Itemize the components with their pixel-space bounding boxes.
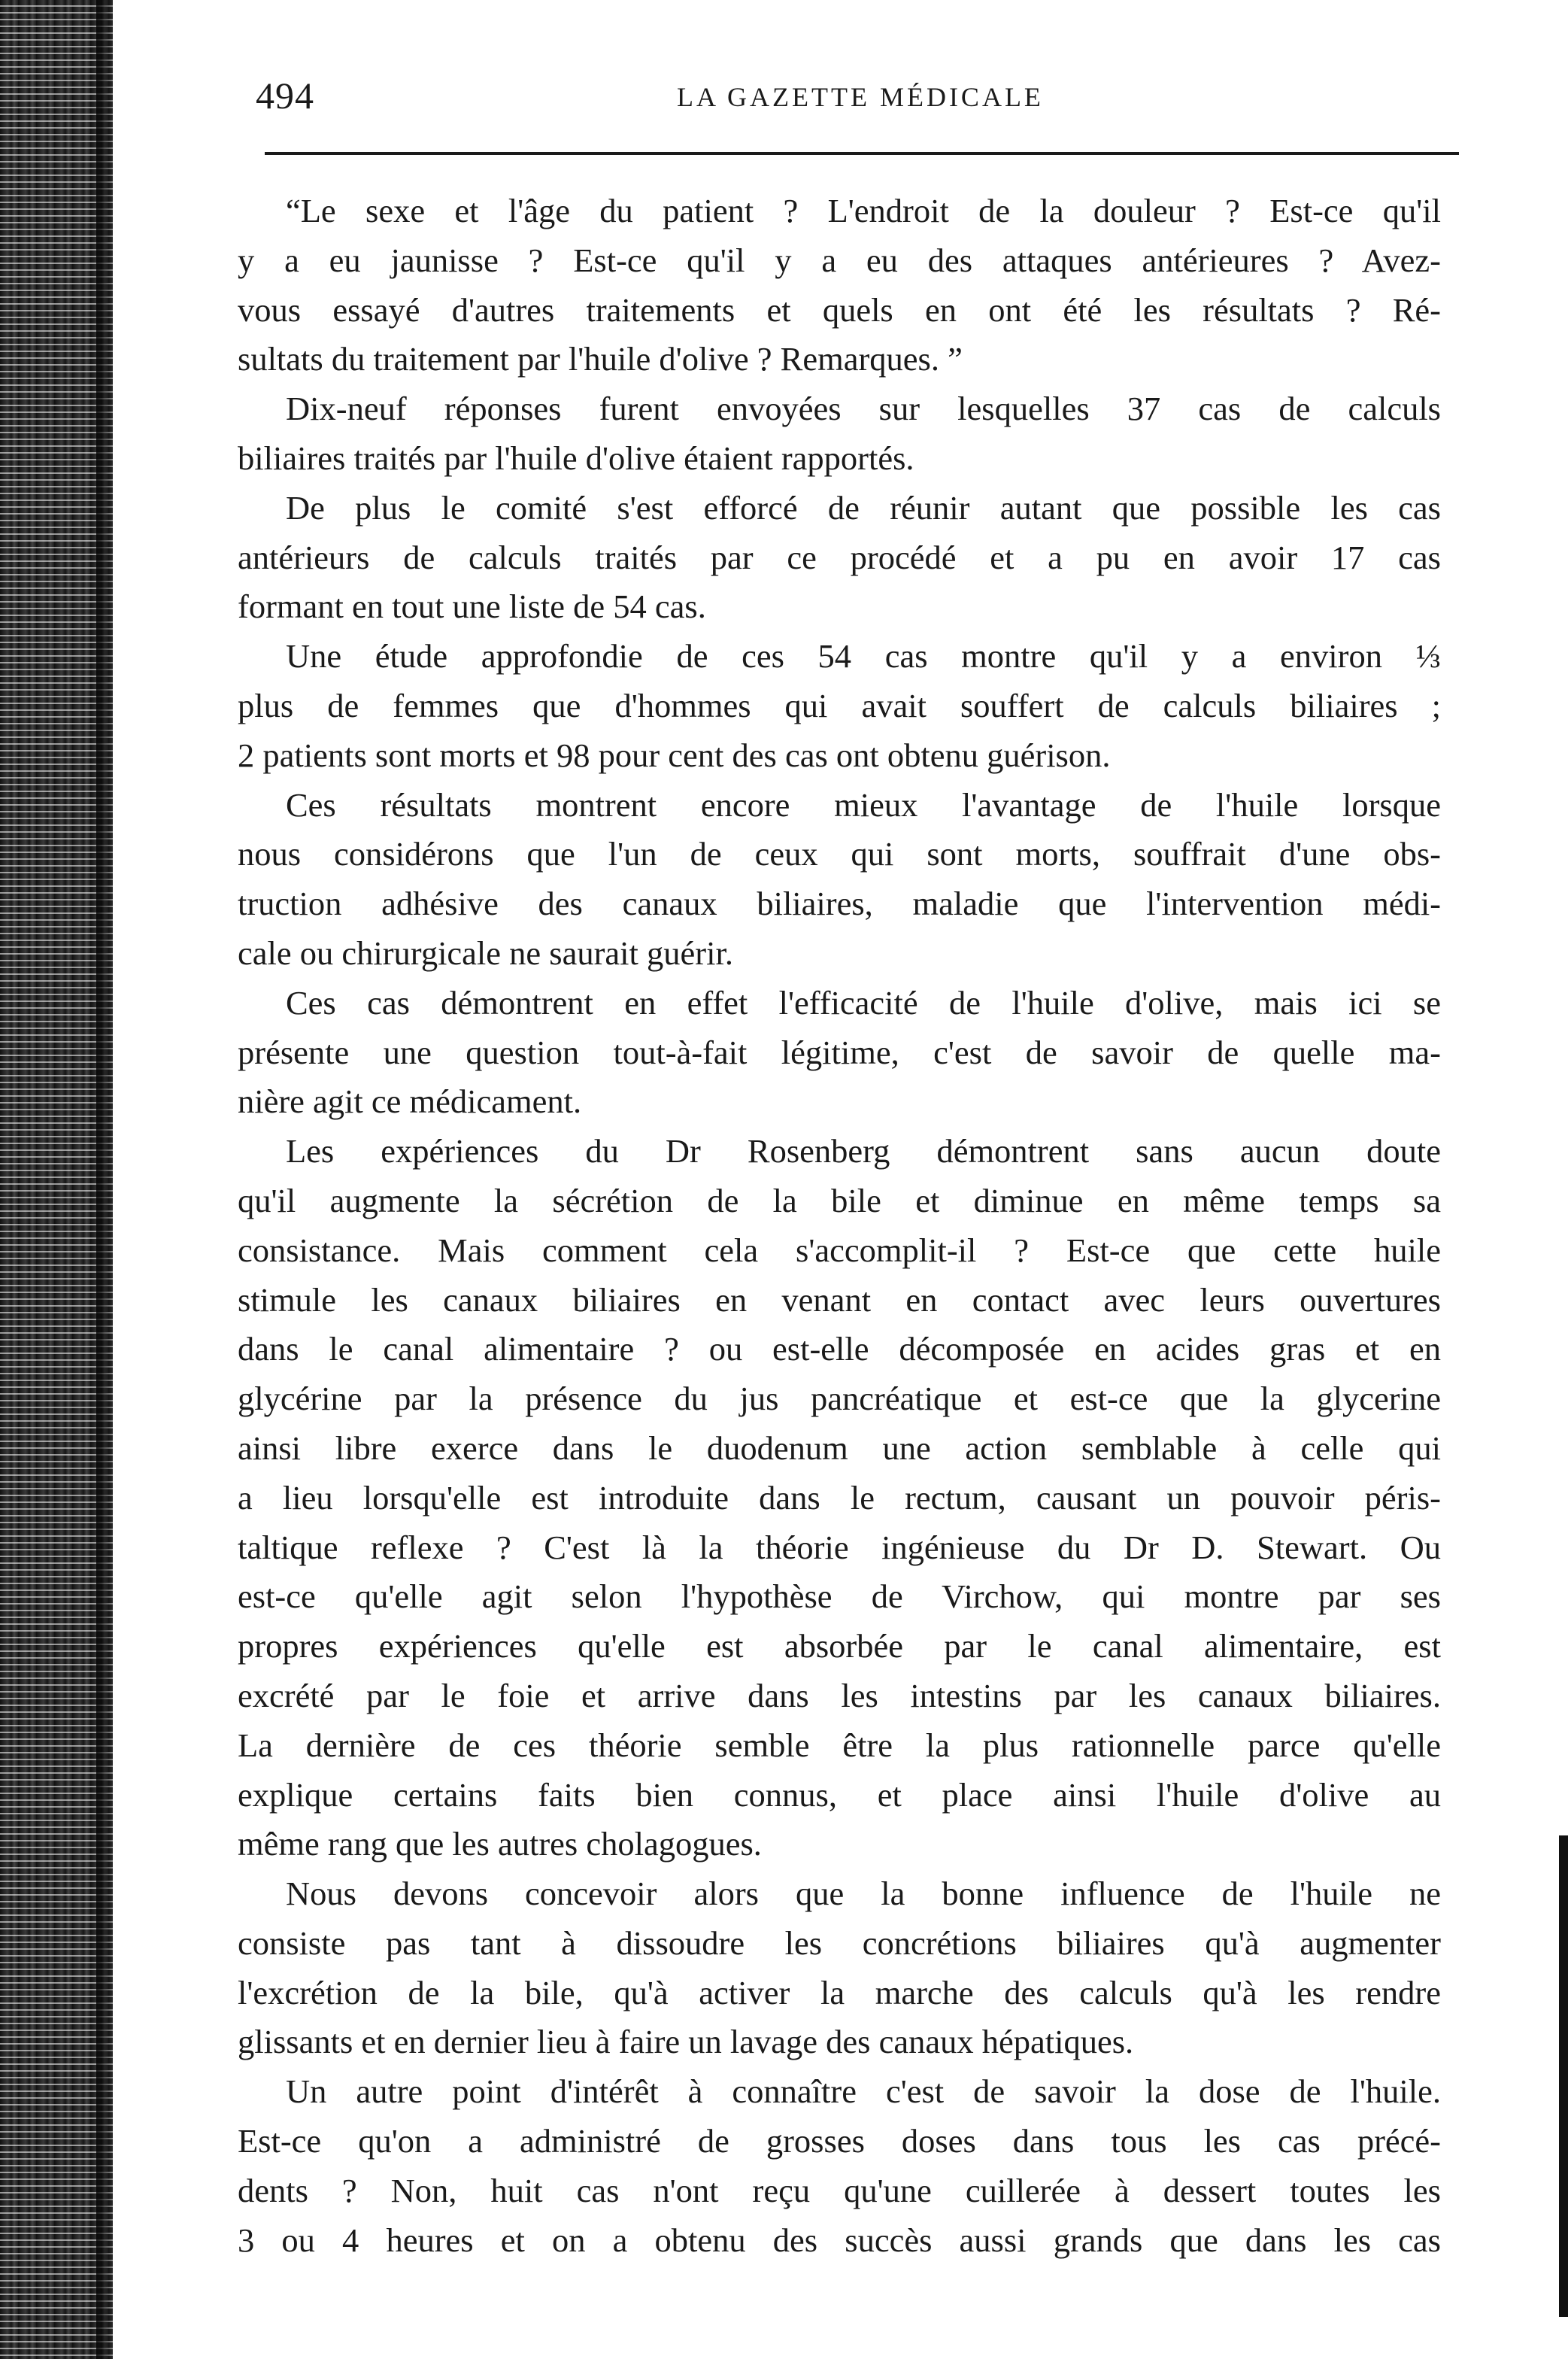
text-line: Une étude approfondie de ces 54 cas montre qu'il y a environ ⅓ [286, 637, 1441, 676]
body-text [238, 187, 1441, 2265]
page-binding-edge [0, 0, 113, 2359]
text-line: 3 ou 4 heures et on a obtenu des succès aussi grands que dans les cas [238, 2221, 1441, 2259]
page-header [256, 74, 1459, 126]
text-line: biliaires traités par l'huile d'olive étaient rapportés. [238, 439, 914, 477]
text-line: sultats du traitement par l'huile d'olive ? Remarques. ” [238, 340, 963, 378]
text-line: Ces cas démontrent en effet l'efficacité de l'huile d'olive, mais ici se [286, 983, 1441, 1022]
text-line: Les expériences du Dr Rosenberg démontrent sans aucun doute [286, 1132, 1441, 1170]
text-line: dents ? Non, huit cas n'ont reçu qu'une cuillerée à dessert toutes les [238, 2171, 1441, 2209]
text-line: Nous devons concevoir alors que la bonne influence de l'huile ne [286, 1875, 1441, 1913]
text-line: consiste pas tant à dissoudre les concrétions biliaires qu'à augmenter [238, 1923, 1441, 1962]
text-line: même rang que les autres cholagogues. [238, 1825, 762, 1863]
text-line: propres expériences qu'elle est absorbée par le canal alimentaire, est [238, 1627, 1441, 1665]
text-line: nous considérons que l'un de ceux qui sont morts, souffrait d'une obs- [238, 835, 1441, 873]
text-line: nière agit ce médicament. [238, 1082, 582, 1121]
text-line: vous essayé d'autres traitements et quels en ont été les résultats ? Ré- [238, 290, 1441, 329]
text-line: ainsi libre exerce dans le duodenum une action semblable à celle qui [238, 1428, 1441, 1467]
text-line: 2 patients sont morts et 98 pour cent des cas ont obtenu guérison. [238, 736, 1111, 774]
text-line: La dernière de ces théorie semble être la plus rationnelle parce qu'elle [238, 1726, 1441, 1764]
text-line: a lieu lorsqu'elle est introduite dans le rectum, causant un pouvoir péris- [238, 1478, 1441, 1516]
text-line: excrété par le foie et arrive dans les intestins par les canaux biliaires. [238, 1676, 1441, 1714]
text-line: consistance. Mais comment cela s'accomplit-il ? Est-ce que cette huile [238, 1231, 1441, 1269]
page-right-edge-shadow [1559, 1835, 1568, 2317]
text-line: glycérine par la présence du jus pancréatique et est-ce que la glycerine [238, 1380, 1441, 1418]
text-line: glissants et en dernier lieu à faire un lavage des canaux hépatiques. [238, 2023, 1134, 2061]
text-line: “Le sexe et l'âge du patient ? L'endroit de la douleur ? Est-ce qu'il [286, 192, 1441, 229]
text-line: présente une question tout-à-fait légitime, c'est de savoir de quelle ma- [238, 1033, 1441, 1071]
text-line: y a eu jaunisse ? Est-ce qu'il y a eu des attaques antérieures ? Avez- [238, 241, 1441, 279]
text-line: formant en tout une liste de 54 cas. [238, 587, 706, 626]
text-line: De plus le comité s'est efforcé de réunir autant que possible les cas [286, 488, 1441, 527]
text-line: Dix-neuf réponses furent envoyées sur lesquelles 37 cas de calculs [286, 390, 1441, 428]
page-number: 494 [256, 74, 314, 117]
text-line: cale ou chirurgicale ne saurait guérir. [238, 934, 733, 972]
text-line: l'excrétion de la bile, qu'à activer la marche des calculs qu'à les rendre [238, 1973, 1441, 2011]
text-line: antérieurs de calculs traités par ce procédé et a pu en avoir 17 cas [238, 538, 1441, 576]
text-line: truction adhésive des canaux biliaires, maladie que l'intervention médi- [238, 885, 1441, 923]
text-line: Ces résultats montrent encore mieux l'avantage de l'huile lorsque [286, 785, 1441, 824]
text-line: explique certains faits bien connus, et place ainsi l'huile d'olive au [238, 1775, 1441, 1814]
text-line: Un autre point d'intérêt à connaître c'est de savoir la dose de l'huile. [286, 2072, 1441, 2111]
running-title: LA GAZETTE MÉDICALE [677, 82, 1044, 112]
text-line: est-ce qu'elle agit selon l'hypothèse de Virchow, qui montre par ses [238, 1577, 1441, 1616]
text-line: dans le canal alimentaire ? ou est-elle décomposée en acides gras et en [238, 1330, 1441, 1368]
text-line: qu'il augmente la sécrétion de la bile et diminue en même temps sa [238, 1181, 1441, 1219]
text-line: Est-ce qu'on a administré de grosses doses dans tous les cas précé- [238, 2122, 1441, 2160]
text-line: taltique reflexe ? C'est là la théorie ingénieuse du Dr D. Stewart. Ou [238, 1528, 1441, 1566]
text-line: stimule les canaux biliaires en venant en contact avec leurs ouvertures [238, 1280, 1441, 1319]
text-line: plus de femmes que d'hommes qui avait souffert de calculs biliaires ; [238, 686, 1441, 724]
header-rule [265, 152, 1459, 155]
